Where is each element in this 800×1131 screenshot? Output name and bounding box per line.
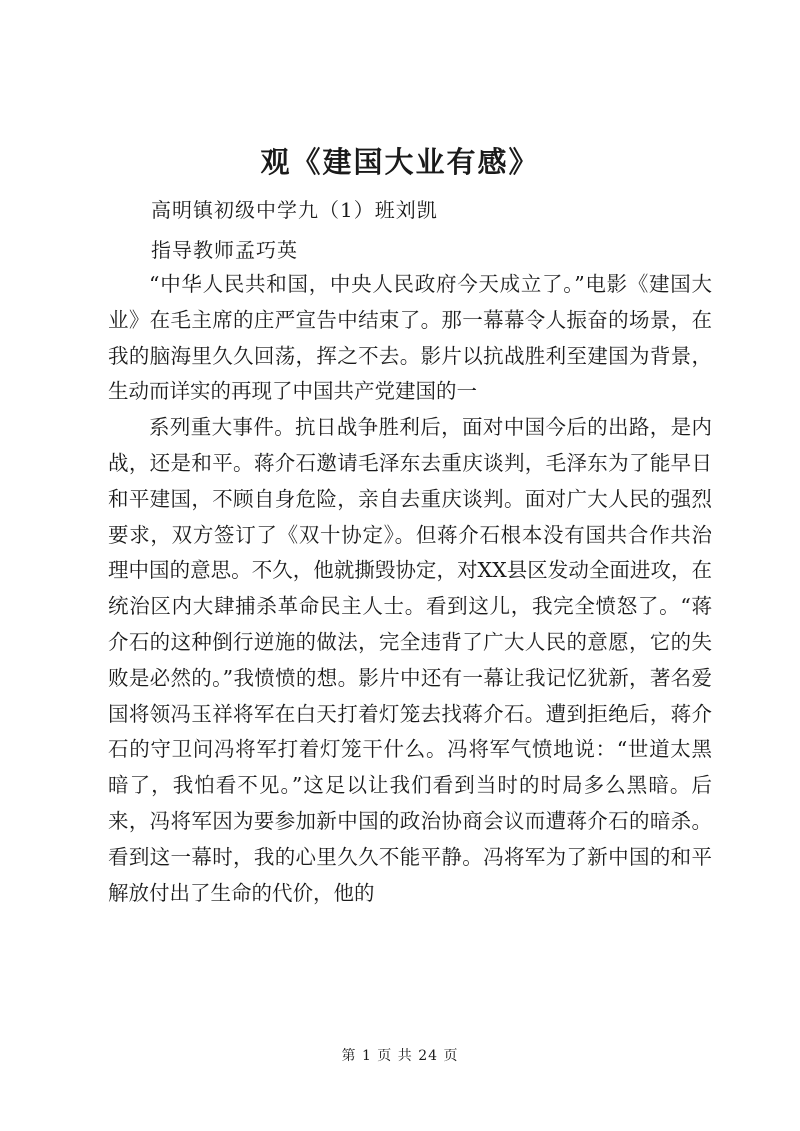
teacher-line: 指导教师孟巧英 bbox=[151, 238, 298, 262]
page-number-footer: 第 1 页 共 24 页 bbox=[341, 1048, 459, 1064]
paragraph: “中华人民共和国，中央人民政府今天成立了。”电影《建国大业》在毛主席的庄严宣告中结束了。那一幕幕令人振奋的场景，在我的脑海里久久回荡，挥之不去。影片以抗战胜利至建国为背景，生动而详实的再现了中国共产党建国的一 bbox=[108, 272, 712, 404]
author-line: 高明镇初级中学九（1）班刘凯 bbox=[151, 198, 438, 222]
page-title: 观《建国大业有感》 bbox=[260, 145, 540, 179]
essay-body bbox=[108, 267, 712, 911]
paragraph: 系列重大事件。抗日战争胜利后，面对中国今后的出路，是内战，还是和平。蒋介石邀请毛泽东去重庆谈判，毛泽东为了能早日和平建国，不顾自身危险，亲自去重庆谈判。面对广大人民的强烈要求，双方签订了《双十协定》。但蒋介石根本没有国共合作共治理中国的意思。不久，他就撕毁协定，对XX县区发动全面进攻，在统治区内大肆捕杀革命民主人士。看到这儿，我完全愤怒了。“蒋介石的这种倒行逆施的做法，完全违背了广大人民的意愿，它的失败是必然的。”我愤愤的想。影片中还有一幕让我记忆犹新，著名爱国将领冯玉祥将军在白天打着灯笼去找蒋介石。遭到拒绝后，蒋介石的守卫问冯将军打着灯笼干什么。冯将军气愤地说：“世道太黑暗了，我怕看不见。”这足以让我们看到当时的时局多么黑暗。后来，冯将军因为要参加新中国的政治协商会议而遭蒋介石的暗杀。看到这一幕时，我的心里久久不能平静。冯将军为了新中国的和平解放付出了生命的代价，他的 bbox=[108, 415, 712, 905]
